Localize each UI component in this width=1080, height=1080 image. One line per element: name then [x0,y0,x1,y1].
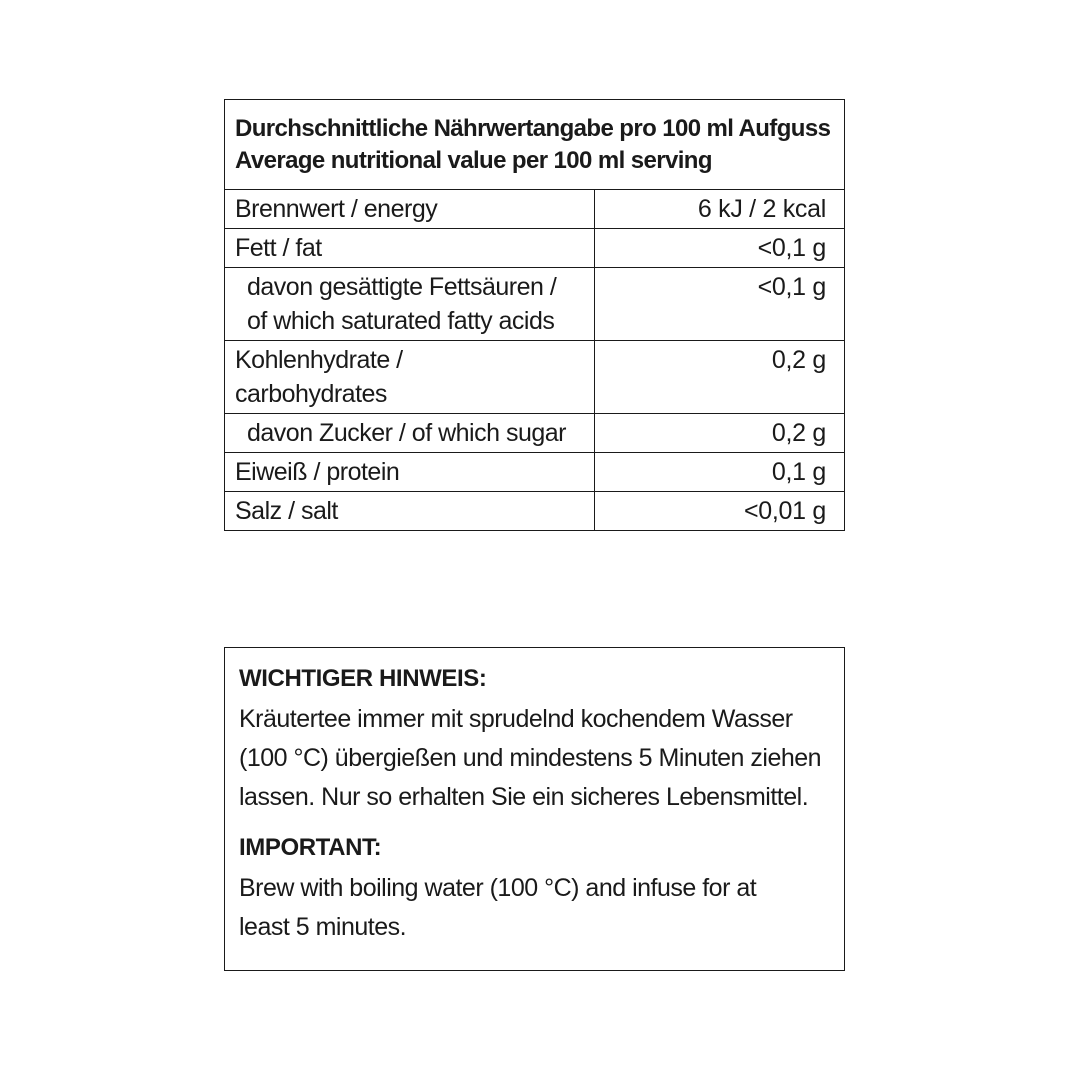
nutrition-title-de: Durchschnittliche Nährwertangabe pro 100 ml Aufguss [235,115,831,142]
row-label: davon gesättigte Fettsäuren / [247,273,557,301]
nutrition-row-saturated [225,268,844,341]
notice-text-en: least 5 minutes. [239,913,407,941]
row-label: davon Zucker / of which sugar [247,419,566,447]
row-label: Kohlenhydrate / [235,346,403,374]
row-value: 0,2 g [771,346,826,374]
row-value: 6 kJ / 2 kcal [697,195,826,223]
row-value: <0,1 g [757,234,826,262]
row-value: 0,2 g [771,419,826,447]
row-label: Salz / salt [235,497,338,525]
notice-text-en: Brew with boiling water (100 °C) and infuse for at [239,874,757,902]
row-label: Fett / fat [235,234,322,262]
nutrition-row-carbohydrates [225,341,844,414]
notice-box [224,647,845,971]
nutrition-row-fat [225,229,844,268]
nutrition-row-protein [225,453,844,492]
row-label: of which saturated fatty acids [247,307,555,335]
nutrition-row-energy [225,190,844,229]
notice-heading-en: IMPORTANT: [239,834,382,861]
row-label: carbohydrates [235,380,387,408]
row-value: <0,01 g [743,497,826,525]
row-value: 0,1 g [771,458,826,486]
row-label: Eiweiß / protein [235,458,400,486]
row-value: <0,1 g [757,273,826,301]
nutrition-table-header [225,100,844,190]
notice-heading-de: WICHTIGER HINWEIS: [239,665,487,692]
nutrition-table [224,99,845,531]
notice-text-de: lassen. Nur so erhalten Sie ein sicheres Lebensmittel. [239,783,809,811]
nutrition-row-salt [225,492,844,530]
notice-text-de: Kräutertee immer mit sprudelnd kochendem Wasser [239,705,793,733]
nutrition-row-sugar [225,414,844,453]
notice-text-de: (100 °C) übergießen und mindestens 5 Minuten ziehen [239,744,822,772]
row-label: Brennwert / energy [235,195,438,223]
nutrition-title-en: Average nutritional value per 100 ml serving [235,147,712,174]
